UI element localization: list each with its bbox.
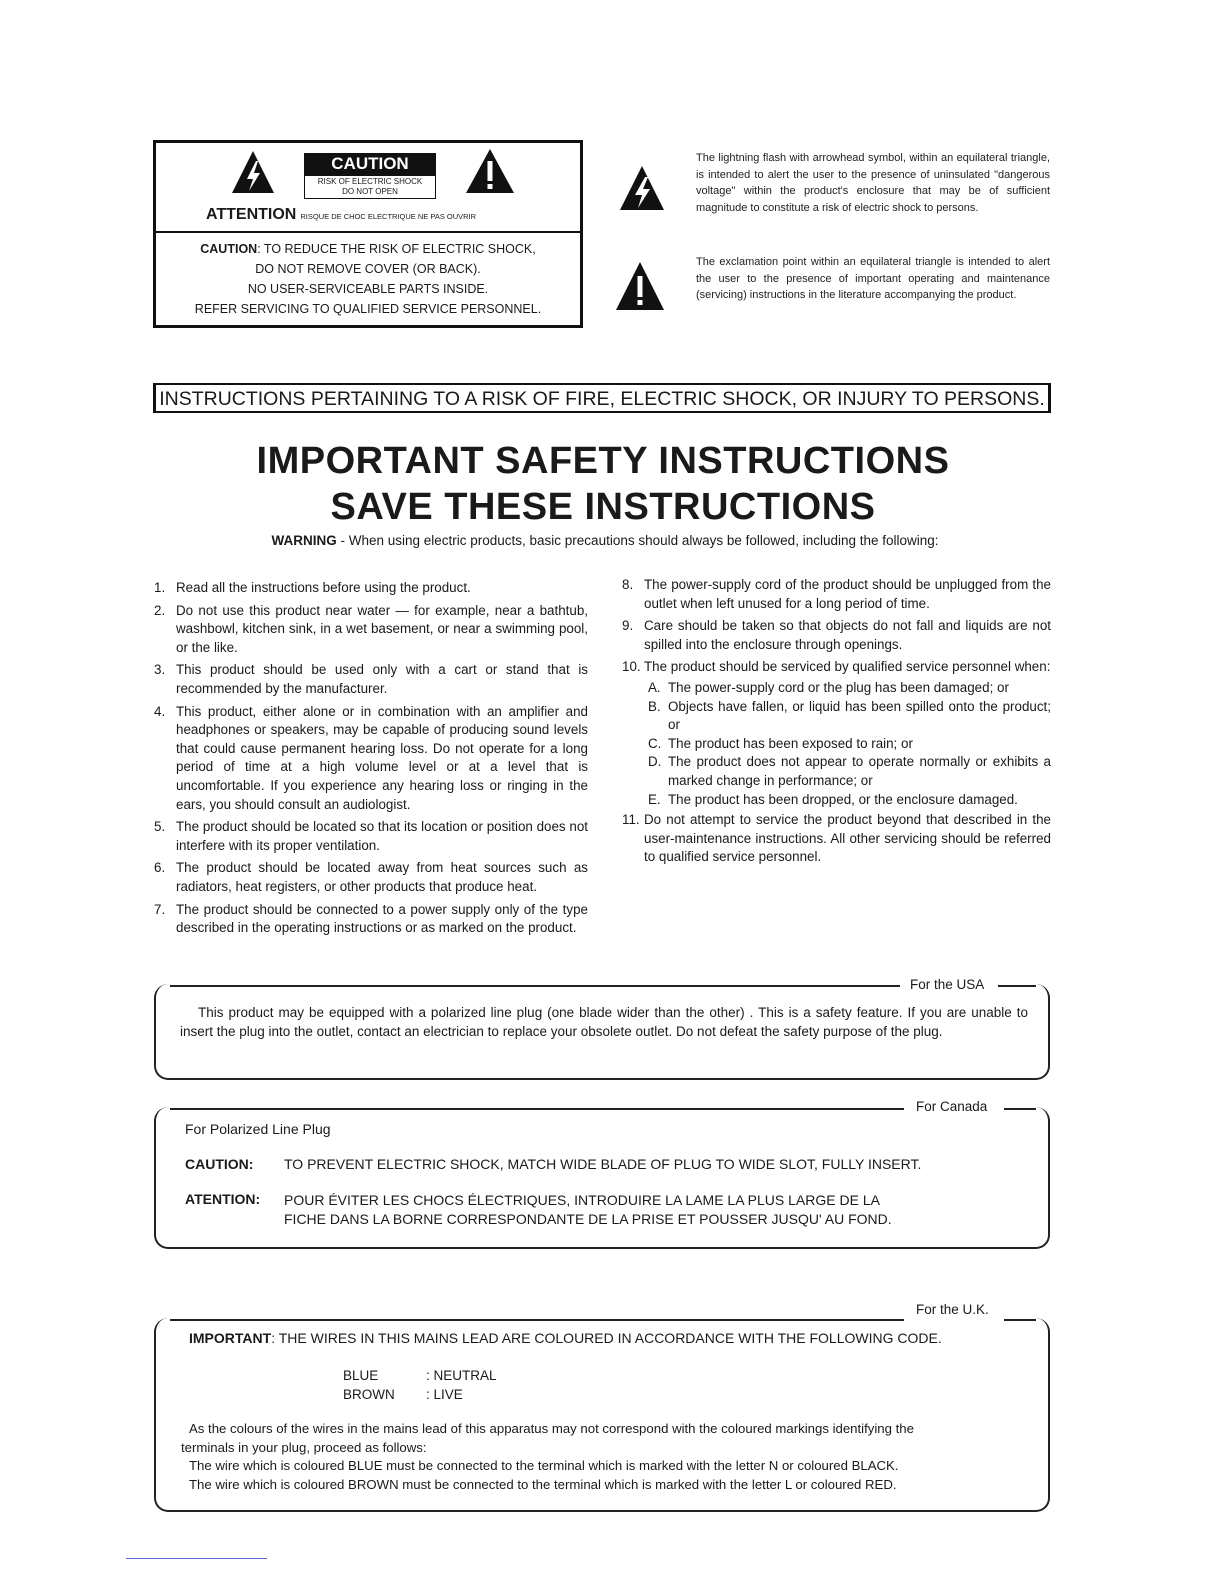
lightning-symbol-icon bbox=[618, 164, 666, 212]
canada-attention-line-2: FICHE DANS LA BORNE CORRESPONDANTE DE LA PRISE ET POUSSER JUSQU' AU FOND. bbox=[284, 1211, 892, 1227]
instruction-number: 7. bbox=[154, 901, 166, 917]
instruction-item bbox=[154, 901, 588, 938]
usa-box-top-rule-right bbox=[998, 985, 1036, 987]
instruction-number: B. bbox=[648, 698, 661, 714]
instruction-number: 11. bbox=[622, 812, 640, 828]
instruction-sub-item bbox=[648, 698, 1051, 735]
uk-important-text: : THE WIRES IN THIS MAINS LEAD ARE COLOURED IN ACCORDANCE WITH THE FOLLOWING CODE. bbox=[271, 1330, 942, 1346]
canada-attention-line-1: POUR ÉVITER LES CHOCS ÉLECTRIQUES, INTRODUIRE LA LAME LA PLUS LARGE DE LA bbox=[284, 1192, 880, 1208]
instruction-number: A. bbox=[648, 679, 661, 695]
page-subtitle: SAVE THESE INSTRUCTIONS bbox=[330, 486, 876, 528]
canada-heading: For Polarized Line Plug bbox=[185, 1121, 331, 1137]
uk-para-line-1: As the colours of the wires in the mains lead of this apparatus may not correspond with the coloured markings identifying the bbox=[189, 1421, 914, 1436]
uk-para-line-4: The wire which is coloured BROWN must be connected to the terminal which is marked with the letter L or coloured RED. bbox=[189, 1476, 897, 1492]
caution-body-line-3: NO USER-SERVICEABLE PARTS INSIDE. bbox=[247, 282, 489, 296]
uk-important-line bbox=[189, 1330, 942, 1346]
instruction-sub-item bbox=[648, 679, 1051, 698]
caution-label-header bbox=[156, 143, 580, 233]
instruction-sub-item bbox=[648, 753, 1051, 790]
instruction-sub-item bbox=[648, 791, 1051, 810]
instruction-item bbox=[154, 661, 588, 698]
uk-wire-meaning: : LIVE bbox=[426, 1387, 463, 1402]
instruction-number: 9. bbox=[622, 618, 634, 634]
canada-box-top-rule bbox=[170, 1108, 904, 1110]
instruction-text: Objects have fallen, or liquid has been spilled onto the product; or bbox=[668, 698, 1051, 733]
instruction-text: This product should be used only with a cart or stand that is recommended by the manufacturer. bbox=[176, 662, 588, 696]
instruction-text: The power-supply cord of the product should be unplugged from the outlet when left unused for a long period of time. bbox=[644, 577, 1051, 611]
instruction-item bbox=[622, 811, 1051, 867]
uk-important-label: IMPORTANT bbox=[189, 1330, 272, 1346]
caution-label: CAUTION bbox=[304, 153, 436, 175]
instruction-text: The product has been exposed to rain; or bbox=[668, 735, 913, 751]
footer-rule bbox=[126, 1558, 267, 1559]
risk-label-line-1: RISK OF ELECTRIC SHOCK bbox=[317, 177, 423, 186]
caution-body-line-1 bbox=[156, 239, 580, 259]
caution-body-line-1-text: : TO REDUCE THE RISK OF ELECTRIC SHOCK, bbox=[257, 242, 536, 256]
uk-wire-colour: BROWN bbox=[343, 1387, 395, 1402]
uk-notice-title: For the U.K. bbox=[912, 1302, 993, 1317]
instruction-item bbox=[154, 602, 588, 658]
instruction-number: D. bbox=[648, 754, 662, 770]
instruction-sub-item bbox=[648, 735, 1051, 754]
caution-label-box bbox=[153, 140, 583, 328]
uk-instructions-paragraph bbox=[181, 1420, 1041, 1494]
warning-line bbox=[0, 533, 1210, 548]
exclamation-warning-icon bbox=[464, 147, 516, 195]
canada-box-top-rule-right bbox=[1004, 1108, 1036, 1110]
instruction-item bbox=[622, 617, 1051, 654]
instruction-number: 8. bbox=[622, 577, 634, 592]
instruction-text: The power-supply cord or the plug has been damaged; or bbox=[668, 679, 1009, 695]
instruction-number: 3. bbox=[154, 662, 166, 678]
caution-body-line-4: REFER SERVICING TO QUALIFIED SERVICE PERSONNEL. bbox=[194, 302, 542, 316]
usa-box-top-rule bbox=[170, 985, 900, 987]
lightning-symbol-description: The lightning flash with arrowhead symbol, within an equilateral triangle, is intended to alert the user to the presence of uninsulated "dangerous voltage" within the product's enclosure that may be of sufficient magnitude to constitute a risk of electric shock to persons. bbox=[696, 152, 1050, 214]
instructions-right-column bbox=[622, 576, 1051, 871]
instruction-text: Read all the instructions before using the product. bbox=[176, 580, 471, 595]
instruction-text: The product should be serviced by qualified service personnel when: bbox=[644, 659, 1051, 675]
exclamation-symbol-icon bbox=[614, 260, 666, 312]
instruction-number: 10. bbox=[622, 659, 641, 675]
warning-text: - When using electric products, basic precautions should always be followed, including the following: bbox=[336, 533, 939, 548]
instruction-number: C. bbox=[648, 735, 662, 751]
instruction-text: Care should be taken so that objects do not fall and liquids are not spilled into the enclosure through openings. bbox=[644, 618, 1051, 652]
canada-attention-text bbox=[284, 1191, 892, 1229]
attention-label: ATTENTION bbox=[206, 206, 297, 223]
instruction-number: E. bbox=[648, 791, 661, 807]
instruction-text: The product should be located away from heat sources such as radiators, heat registers, or other products that produce heat. bbox=[176, 860, 588, 894]
uk-para-line-2: terminals in your plug, proceed as follows: bbox=[181, 1439, 427, 1455]
instruction-number: 4. bbox=[154, 703, 166, 719]
instructions-left-column bbox=[154, 579, 588, 942]
instruction-item bbox=[154, 859, 588, 896]
caution-body-line-2: DO NOT REMOVE COVER (OR BACK). bbox=[255, 262, 481, 276]
uk-wire-row bbox=[343, 1366, 497, 1385]
canada-caution-text: TO PREVENT ELECTRIC SHOCK, MATCH WIDE BLADE OF PLUG TO WIDE SLOT, FULLY INSERT. bbox=[284, 1156, 922, 1172]
page-title: IMPORTANT SAFETY INSTRUCTIONS bbox=[256, 440, 950, 482]
usa-notice-title: For the USA bbox=[906, 977, 988, 992]
exclamation-symbol-description: The exclamation point within an equilateral triangle is intended to alert the user to the presence of important operating and maintenance (servicing) instructions in the literature accompanying the product. bbox=[696, 256, 1050, 301]
instruction-text: The product should be connected to a power supply only of the type described in the operating instructions or as marked on the product. bbox=[176, 901, 588, 936]
instruction-text: The product has been dropped, or the enclosure damaged. bbox=[668, 791, 1018, 807]
uk-wire-row bbox=[343, 1385, 497, 1404]
instruction-item bbox=[622, 658, 1051, 677]
instruction-item bbox=[154, 579, 588, 598]
canada-caution-label: CAUTION: bbox=[185, 1156, 254, 1172]
usa-notice-text: This product may be equipped with a polarized line plug (one blade wider than the other) . This is a safety feature. If you are unable to insert the plug into the outlet, contact an electrician to replace your obsolete outlet. Do not defeat the safety purpose of the plug. bbox=[180, 1005, 1028, 1039]
uk-wire-colour: BLUE bbox=[343, 1368, 379, 1383]
instruction-text: Do not use this product near water — for example, near a bathtub, washbowl, kitchen sink, in a wet basement, or near a swimming pool, or the like. bbox=[176, 602, 588, 655]
uk-para-line-3: The wire which is coloured BLUE must be connected to the terminal which is marked with the letter N or coloured BLACK. bbox=[189, 1458, 899, 1473]
instruction-item bbox=[622, 576, 1051, 613]
instruction-text: The product does not appear to operate normally or exhibits a marked change in performance; or bbox=[668, 754, 1051, 788]
instruction-number: 5. bbox=[154, 819, 166, 835]
instruction-text: The product should be located so that its location or position does not interfere with its proper ventilation. bbox=[176, 819, 588, 853]
uk-box-top-rule-right bbox=[1004, 1319, 1036, 1321]
lightning-warning-icon bbox=[230, 149, 276, 195]
risk-instructions-banner: INSTRUCTIONS PERTAINING TO A RISK OF FIRE, ELECTRIC SHOCK, OR INJURY TO PERSONS. bbox=[153, 383, 1051, 413]
instruction-number: 2. bbox=[154, 602, 166, 618]
caution-body-text bbox=[156, 239, 580, 319]
instruction-text: This product, either alone or in combination with an amplifier and headphones or speakers, may be capable of producing sound levels that could cause permanent hearing loss. Do not operate for a long period of time at a high volume level or at a level that is uncomfortable. If you experience any hearing loss or ringing in the ears, you should consult an audiologist. bbox=[176, 703, 588, 812]
instruction-item bbox=[154, 818, 588, 855]
canada-attention-label: ATENTION: bbox=[185, 1191, 261, 1207]
risk-of-shock-label bbox=[304, 175, 436, 199]
instruction-number: 6. bbox=[154, 860, 166, 876]
instruction-text: Do not attempt to service the product beyond that described in the user-maintenance instructions. All other servicing should be referred to qualified service personnel. bbox=[644, 812, 1051, 865]
instruction-number: 1. bbox=[154, 580, 166, 595]
instruction-item bbox=[154, 703, 588, 815]
risk-label-line-2: DO NOT OPEN bbox=[342, 187, 398, 196]
warning-label: WARNING bbox=[271, 533, 337, 548]
canada-notice-title: For Canada bbox=[912, 1099, 991, 1114]
uk-wire-meaning: : NEUTRAL bbox=[426, 1368, 497, 1383]
caution-body-label: CAUTION bbox=[200, 242, 258, 256]
uk-wire-code-table bbox=[343, 1366, 497, 1404]
attention-french-text: RISQUE DE CHOC ELECTRIQUE NE PAS OUVRIR bbox=[300, 212, 477, 221]
attention-line bbox=[206, 206, 476, 224]
uk-box-top-rule bbox=[170, 1319, 904, 1321]
